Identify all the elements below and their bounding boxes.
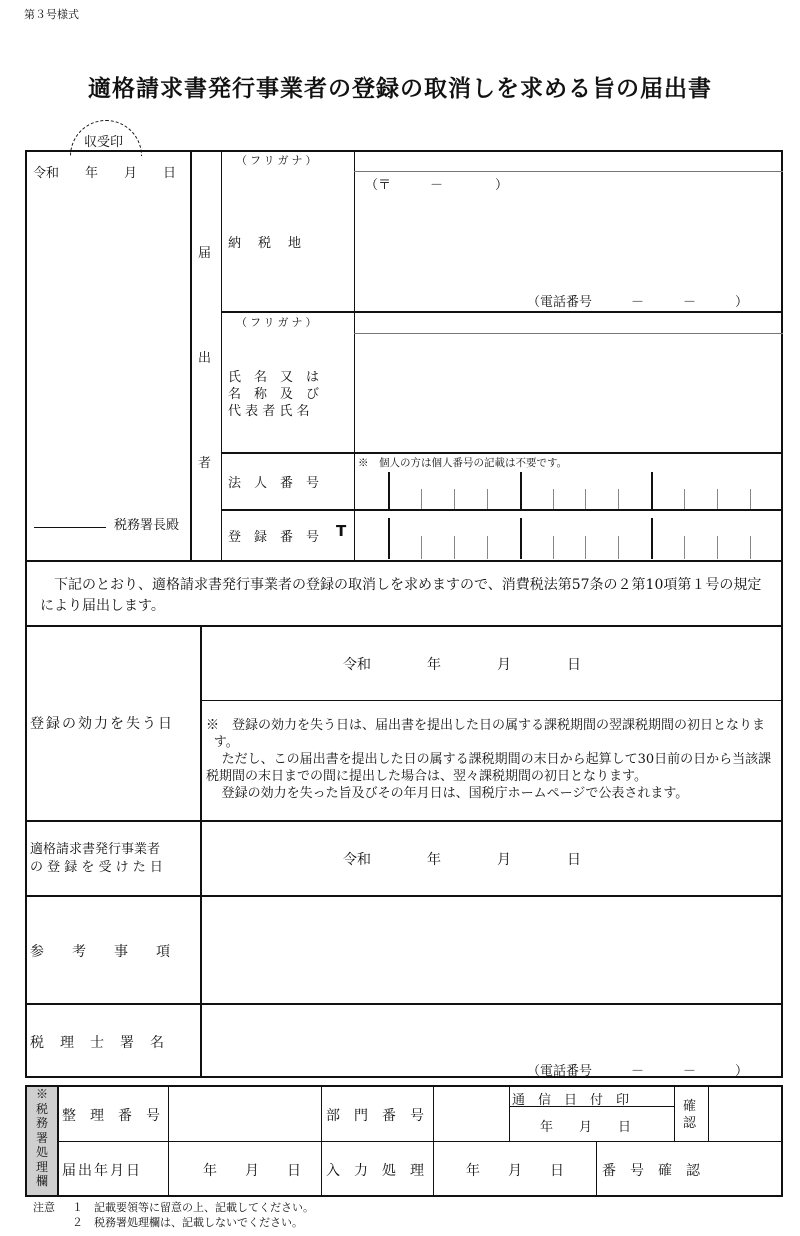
- reg-number-digit-divider: [487, 536, 488, 559]
- corp-number-digit-divider: [750, 489, 751, 509]
- corp-number-digit-divider: [585, 489, 586, 509]
- accountant-signature-field[interactable]: [204, 1006, 782, 1058]
- name-input-area[interactable]: [356, 335, 782, 451]
- reg-number-digit-divider: [553, 536, 554, 559]
- corp-number-digit-divider: [684, 489, 685, 509]
- nyuryoku-date: 年 月 日: [466, 1163, 564, 1179]
- postal-code-field[interactable]: （〒 － ）: [365, 178, 509, 193]
- page-title: 適格請求書発行事業者の登録の取消しを求める旨の届出書: [88, 76, 712, 102]
- reference-label: 参 考 事 項: [30, 944, 170, 960]
- tax-office-label: 税務署長殿: [114, 518, 180, 533]
- reg-number-digit-divider: [618, 536, 619, 559]
- corp-number-label: 法 人 番 号: [228, 476, 320, 491]
- name-label-line3: 代 表 者 氏 名: [228, 404, 310, 419]
- office-side-label: ※税務署処理欄: [35, 1087, 48, 1188]
- applicant-char-2: 出: [198, 351, 212, 366]
- todoke-label: 届出年月日: [62, 1163, 142, 1179]
- applicant-char-3: 者: [198, 456, 212, 471]
- corp-number-digit-divider: [618, 489, 619, 509]
- name-label-line2: 名 称 及 び: [228, 387, 320, 402]
- tsushin-date: 年 月 日: [540, 1120, 632, 1135]
- corp-number-digit-divider: [487, 489, 488, 509]
- form-number: 第３号様式: [24, 8, 79, 21]
- date-field[interactable]: 令和 年 月 日: [33, 166, 177, 181]
- corp-number-digit-divider: [520, 472, 522, 509]
- corp-number-digit-divider: [717, 489, 718, 509]
- tsushin-label: 通 信 日 付 印: [512, 1093, 630, 1108]
- registered-date-field[interactable]: 令和 年 月 日: [343, 852, 581, 868]
- nyuryoku-label: 入 力 処 理: [326, 1163, 424, 1179]
- accountant-label: 税 理 士 署 名: [30, 1035, 165, 1051]
- bango-label: 番 号 確 認: [602, 1163, 700, 1179]
- applicant-char-1: 届: [198, 246, 212, 261]
- stamp-label: 収受印: [84, 135, 124, 150]
- effect-note-1: ※ 登録の効力を失う日は、届出書を提出した日の属する課税期間の翌課税期間の初日となります。: [206, 718, 766, 750]
- corp-number-digit-divider: [421, 489, 422, 509]
- reg-number-label: 登 録 番 号: [228, 530, 320, 545]
- reg-number-digit-divider: [454, 536, 455, 559]
- registered-label-1: 適格請求書発行事業者: [30, 842, 161, 857]
- reg-number-digit-divider: [651, 518, 653, 559]
- reg-number-digit-divider: [388, 518, 390, 559]
- seiri-label: 整 理 番 号: [62, 1108, 160, 1124]
- corp-number-digit-divider: [454, 489, 455, 509]
- notes-head: 注意: [33, 1201, 55, 1214]
- individual-note: ※ 個人の方は個人番号の記載は不要です。: [358, 457, 568, 469]
- note-2: ２ 税務署処理欄は、記載しないでください。: [72, 1216, 303, 1229]
- effect-note-3: 登録の効力を失った旨及びその年月日は、国税庁ホームページで公表されます。: [221, 786, 689, 801]
- reg-number-digit-divider: [717, 536, 718, 559]
- effect-note-2: ただし、この届出書を提出した日の属する課税期間の末日から起算して30日前の日から当該課税期間の末日までの間に提出した場合は、翌々課税期間の初日となります。: [206, 752, 772, 784]
- reg-number-digit-divider: [520, 518, 522, 559]
- registered-label-2: の 登 録 を 受 け た 日: [30, 860, 163, 875]
- address-label: 納 税 地: [228, 236, 304, 251]
- note-1: １ 記載要領等に留意の上、記載してください。: [72, 1201, 314, 1214]
- address-phone-field[interactable]: （電話番号 － － ）: [527, 295, 749, 310]
- furigana-label-address: （フリガナ）: [236, 154, 320, 167]
- reg-number-digit-divider: [750, 536, 751, 559]
- reference-input[interactable]: [204, 898, 782, 1002]
- reg-number-digit-divider: [684, 536, 685, 559]
- reg-number-digit-divider: [585, 536, 586, 559]
- reg-number-digit-divider: [421, 536, 422, 559]
- bumon-label: 部 門 番 号: [326, 1108, 424, 1124]
- furigana-label-name: （フリガナ）: [236, 316, 320, 329]
- name-label-line1: 氏 名 又 は: [228, 370, 320, 385]
- effect-notes: [206, 717, 778, 802]
- effect-label: 登録の効力を失う日: [30, 716, 174, 732]
- reg-number-field[interactable]: [356, 511, 782, 559]
- corp-number-digit-divider: [388, 472, 390, 509]
- corp-number-digit-divider: [651, 472, 653, 509]
- todoke-date: 年 月 日: [203, 1163, 301, 1179]
- reg-prefix: T: [336, 522, 347, 540]
- corp-number-field[interactable]: [356, 470, 782, 508]
- effect-date-field[interactable]: 令和 年 月 日: [343, 657, 581, 673]
- kakunin-label: 確認: [683, 1099, 697, 1131]
- declaration-text: 下記のとおり、適格請求書発行事業者の登録の取消しを求めますので、消費税法第57条の２第10項第１号の規定により届出します。: [40, 577, 762, 614]
- corp-number-digit-divider: [553, 489, 554, 509]
- accountant-phone-field[interactable]: （電話番号 － － ）: [527, 1064, 749, 1079]
